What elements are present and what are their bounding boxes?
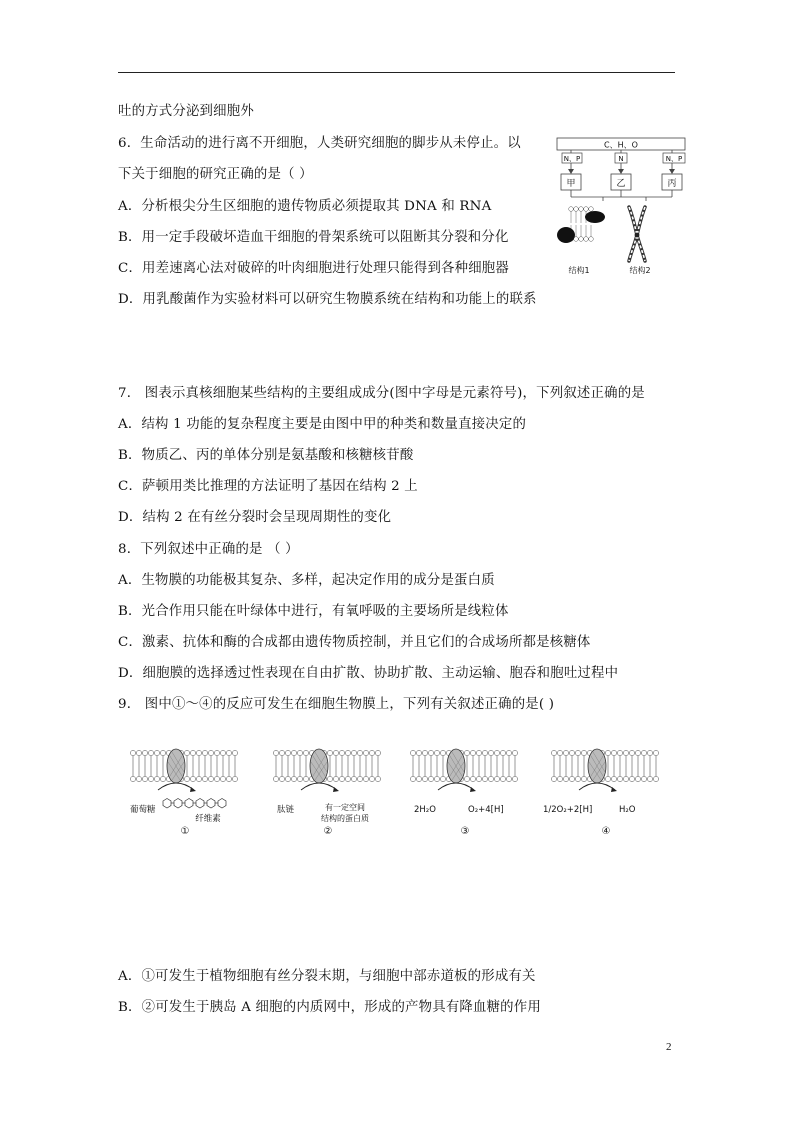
cell-structure-diagram [551,135,691,277]
option-7d: D．结构 2 在有丝分裂时会呈现周期性的变化 [118,510,392,525]
label-cellulose: 纤维素 [195,814,221,824]
header-rule [118,72,675,73]
option-7c: C．萨顿用类比推理的方法证明了基因在结构 2 上 [118,479,418,494]
membrane-structure-1 [557,207,605,243]
reaction-panel-1 [130,749,238,837]
label-num-2: ② [323,826,333,837]
option-8d: D．细胞膜的选择透过性表现在自由扩散、协助扩散、主动运输、胞吞和胞吐过程中 [118,666,619,681]
option-6b: B．用一定手段破坏造血干细胞的骨架系统可以阻断其分裂和分化 [118,230,509,245]
option-8a: A．生物膜的功能极其复杂、多样，起决定作用的成分是蛋白质 [118,573,495,588]
question-6-stem: 6．生命活动的进行离不开细胞，人类研究细胞的脚步从未停止。以 [118,136,521,151]
label-protein-line1: 有一定空间 [325,803,365,812]
label-num-3: ③ [460,826,470,837]
option-8b: B．光合作用只能在叶绿体中进行，有氧呼吸的主要场所是线粒体 [118,604,509,619]
question-9-stem: 9． 图中①～④的反应可发生在细胞生物膜上，下列有关叙述正确的是( ) [118,697,555,712]
chromosome-structure-2 [629,207,645,261]
reaction-panel-4 [543,749,659,837]
svg-text:乙: 乙 [616,179,626,189]
option-6c: C．用差速离心法对破碎的叶肉细胞进行处理只能得到各种细胞器 [118,261,509,276]
element-label-n: N [618,155,624,163]
svg-text:甲: 甲 [566,179,576,189]
question-8-stem: 8．下列叙述中正确的是 （ ） [118,542,299,557]
element-label-np-left: N、P [563,155,581,163]
option-7b: B．物质乙、丙的单体分别是氨基酸和核糖核苷酸 [118,448,414,463]
option-6a: A．分析根尖分生区细胞的遗传物质必须提取其 DNA 和 RNA [118,199,492,214]
label-num-1: ① [180,826,190,837]
option-9b: B．②可发生于胰岛 A 细胞的内质网中，形成的产物具有降血糖的作用 [118,1000,541,1015]
option-9a: A．①可发生于植物细胞有丝分裂末期，与细胞中部赤道板的形成有关 [118,969,536,984]
label-structure-1: 结构1 [568,266,590,275]
element-label-cho: C、H、O [604,140,638,150]
label-structure-2: 结构2 [629,266,651,275]
svg-text:丙: 丙 [667,179,677,189]
label-water: 2H₂O [414,805,436,815]
label-protein-line2: 结构的蛋白质 [321,814,369,823]
label-half-oxygen: 1/2O₂+2[H] [543,805,593,815]
label-oxygen-h: O₂+4[H] [468,805,504,815]
question-6-stem-cont: 下关于细胞的研究正确的是（ ） [118,167,313,182]
label-water-product: H₂O [619,805,636,815]
label-peptide: 肽链 [277,805,295,815]
reaction-panel-2 [273,749,380,837]
reaction-panel-3 [410,749,517,837]
label-num-4: ④ [601,826,611,837]
page-number: 2 [666,1041,672,1053]
question-7-stem: 7． 图表示真核细胞某些结构的主要组成成分(图中字母是元素符号)，下列叙述正确的是 [118,386,645,401]
label-glucose: 葡萄糖 [130,805,156,815]
option-8c: C．激素、抗体和酶的合成都由遗传物质控制，并且它们的合成场所都是核糖体 [118,635,591,650]
option-7a: A．结构 1 功能的复杂程度主要是由图中甲的种类和数量直接决定的 [118,417,527,432]
text-line: 吐的方式分泌到细胞外 [118,104,254,119]
element-label-np-right: N、P [665,155,683,163]
membrane-reactions-diagram [118,740,678,837]
option-6d: D．用乳酸菌作为实验材料可以研究生物膜系统在结构和功能上的联系 [118,292,537,307]
